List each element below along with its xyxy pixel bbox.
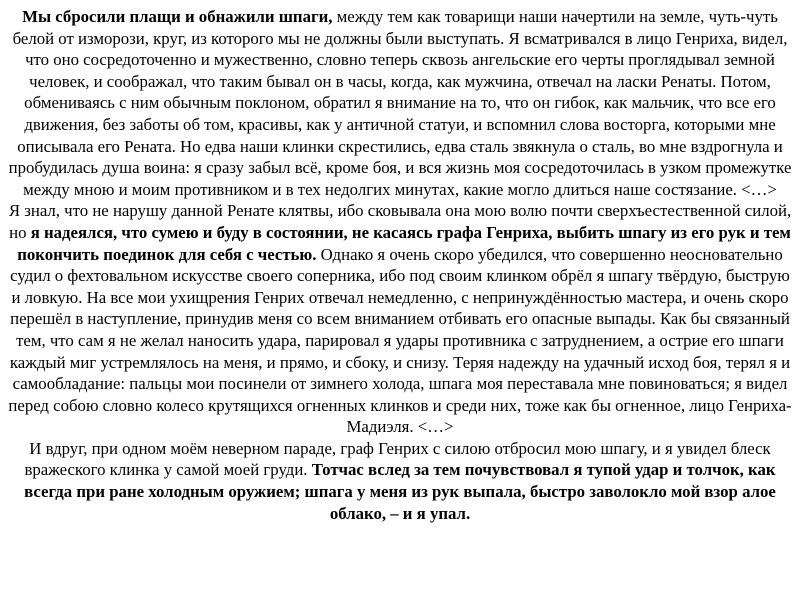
paragraph-1-bold-start: Мы сбросили плащи и обнажили шпаги, <box>22 7 333 26</box>
paragraph-2-text-end: Однако я очень скоро убедился, что совершенно неосновательно судил о фехтовальном искусстве своего соперника, ибо под своим клинком обрёл я шпагу твёрдую, быструю и ловкую. На все мои ухищрения Генрих отвечал немедленно, с непринуждённостью мастера, и очень скоро перешёл в наступление, принудив меня со всем вниманием отбивать его опасные выпады. Как бы связанный тем, что сам я не желал наносить удара, парировал я удары противника с затруднением, а острие его шпаги каждый миг устремлялось на меня, и прямо, и сбоку, и снизу. Теряя надежду на удачный исход боя, терял я и самообладание: пальцы мои посинели от зимнего холода, шпага моя переставала мне повиноваться; я видел перед собою словно колесо крутящихся огненных клинков и среди них, тоже как бы огненное, лицо Генриха-Мадиэля. <…> <box>8 244 792 437</box>
paragraph-2 <box>6 200 794 438</box>
paragraph-3-bold-end: Тотчас вслед за тем почувствовал я тупой удар и толчок, как всегда при ране холодным оружием; шпага у меня из рук выпала, быстро заволокло мой взор алое облако, – и я упал. <box>24 460 776 523</box>
paragraph-1 <box>6 6 794 200</box>
paragraph-2-text-start: Я знал, что не нарушу данной Ренате клятвы, ибо сковывала она мою волю почти сверхъестественной силой, но <box>8 201 792 242</box>
paragraph-3 <box>6 438 794 524</box>
paragraph-3-text-start: И вдруг, при одном моём неверном параде, граф Генрих с силою отбросил мою шпагу, и я увидел блеск вражеского клинка у самой моей груди. <box>24 438 771 480</box>
paragraph-2-bold-middle: я надеялся, что сумею и буду в состоянии, не касаясь графа Генриха, выбить шпагу из его рук и тем покончить поединок для себя с честью. <box>17 222 791 264</box>
paragraph-1-text: между тем как товарищи наши начертили на земле, чуть-чуть белой от изморози, круг, из которого мы не должны были выступать. Я всматривался в лицо Генриха, видел, что оно сосредоточенно и мужественно, словно теперь сквозь ангельские его черты проглядывал земной человек, и соображал, что таким бывал он в часы, когда, как мужчина, отвечал на ласки Ренаты. Потом, обмениваясь с ним обычным поклоном, обратил я внимание на то, что он гибок, как мальчик, что все его движения, без заботы об том, красивы, как у античной статуи, и вспомнил слова восторга, которыми мне описывала его Рената. Но едва наши клинки скрестились, едва сталь звякнула о сталь, во мне вздрогнула и пробудилась душа воина: я сразу забыл всё, кроме боя, и вся жизнь моя сосредоточилась в узком промежутке между мною и моим противником и в тех недолгих минутах, какие могло длиться наше состязание. <…> <box>8 7 792 199</box>
document-body <box>6 6 794 524</box>
